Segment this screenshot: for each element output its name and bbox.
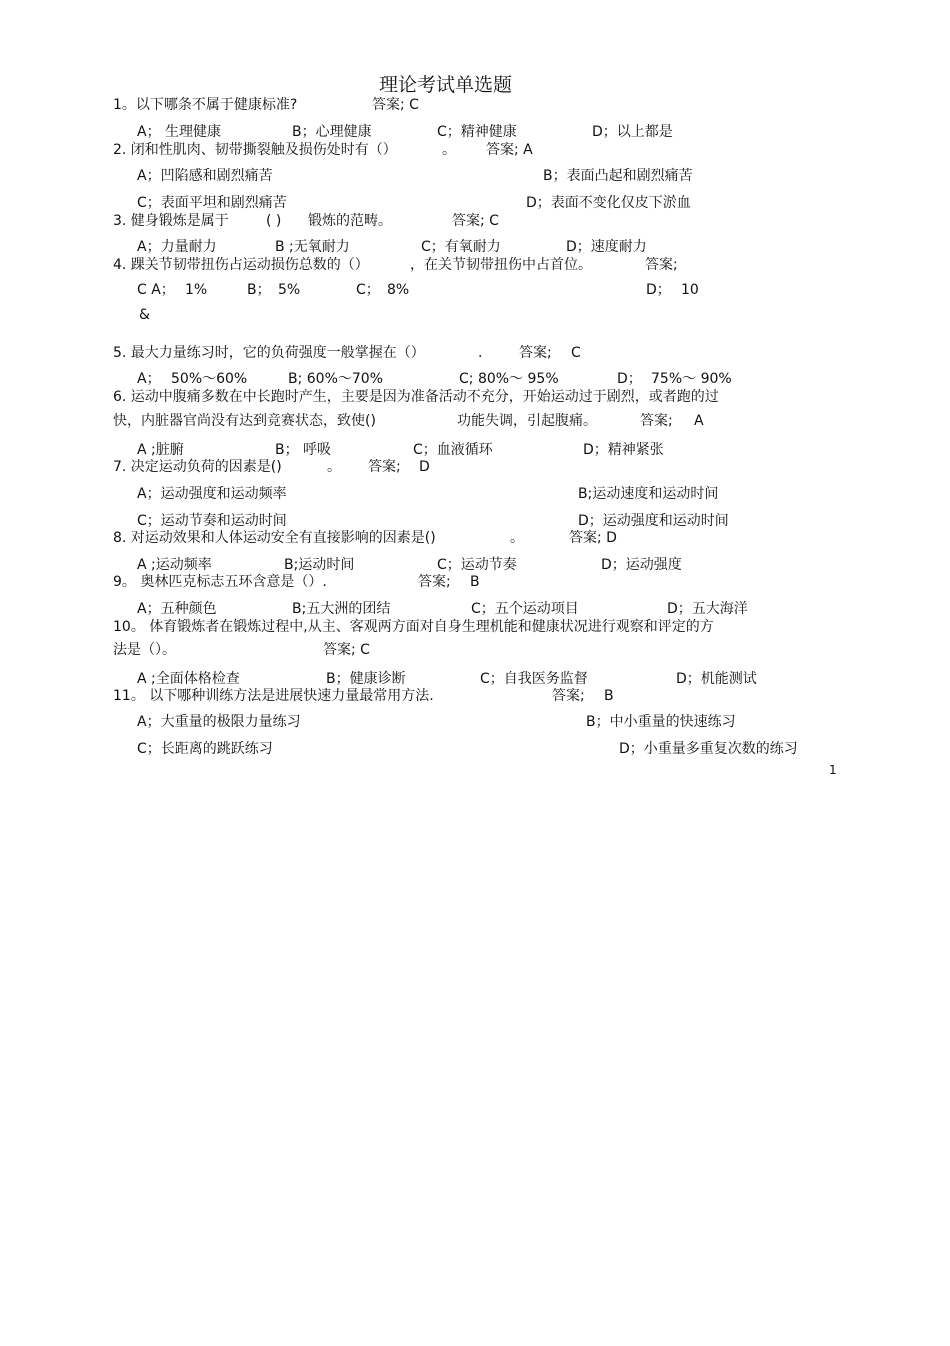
question-3-stem-end: 锻炼的范畴。 [308,213,392,229]
question-3-option-c: C；有氧耐力 [421,239,501,255]
question-1-option-b: B；心理健康 [292,124,372,140]
question-11-answer-letter: B [604,688,614,704]
question-3-answer: 答案; C [452,213,499,229]
question-5-option-a-value: 50%～60% [171,371,248,387]
question-6-option-d: D；精神紧张 [583,442,664,458]
question-5-option-b: B; 60%～70% [288,371,384,387]
question-6-stem-line2: 快，内脏器官尚没有达到竞赛状态，致使() [113,413,376,429]
question-5-answer: 答案; [519,345,552,361]
question-10-answer: 答案; C [323,642,370,658]
question-5-answer-letter: C [571,345,581,361]
question-4-option-c-value: 8% [387,282,410,298]
question-11-option-a: A；大重量的极限力量练习 [137,714,301,730]
question-3-option-d: D；速度耐力 [566,239,647,255]
question-4-option-b-label: B； [247,282,271,298]
question-2-option-b: B；表面凸起和剧烈痛苦 [543,168,693,184]
question-9-option-d: D；五大海洋 [667,601,748,617]
question-11-option-d: D；小重量多重复次数的练习 [619,741,798,757]
question-9-answer: 答案; [418,574,451,590]
question-6-stem: 6. 运动中腹痛多数在中长跑时产生，主要是因为准备活动不充分，开始运动过于剧烈，或者跑的过 [113,389,719,405]
question-4-option-b-value: 5% [278,282,301,298]
question-1-option-c: C；精神健康 [437,124,517,140]
question-9-answer-letter: B [470,574,480,590]
question-11-option-b: B；中小重量的快速练习 [586,714,736,730]
question-3-option-b: B ;无氧耐力 [275,239,350,255]
question-7-answer: 答案; [368,459,401,475]
question-1-answer: 答案; C [372,97,419,113]
question-3-stem: 3. 健身锻炼是属于 [113,213,229,229]
question-11-answer: 答案; [552,688,585,704]
question-4-stem: 4. 踝关节韧带扭伤占运动损伤总数的（） [113,257,369,273]
question-2-stem: 2. 闭和性肌肉、韧带撕裂触及损伤处时有（） [113,142,397,158]
question-5-option-c: C; 80%～ 95% [459,371,559,387]
question-7-answer-letter: D [419,459,430,475]
question-1-stem: 1。以下哪条不属于健康标准? [113,97,298,113]
question-10-option-c: C；自我医务监督 [480,671,588,687]
question-3-option-a: A；力量耐力 [137,239,217,255]
question-4-option-c-label: C； [356,282,380,298]
question-7-stem: 7. 决定运动负荷的因素是() [113,459,282,475]
question-2-option-d: D；表面不变化仅皮下淤血 [526,195,691,211]
question-4-stray-mark: & [139,307,150,323]
question-3-blank: ( ) [266,213,282,229]
question-8-dot: 。 [510,530,524,546]
question-6-option-c: C；血液循环 [413,442,493,458]
question-10-option-a: A ;全面体格检查 [137,671,240,687]
page-number: 1 [829,763,837,777]
question-8-option-b: B;运动时间 [284,557,355,573]
question-7-option-c: C；运动节奏和运动时间 [137,513,287,529]
question-6-option-b: B； 呼吸 [275,442,332,458]
question-5-option-d-value: 75%～ 90% [651,371,732,387]
question-5-dot: . [478,345,483,361]
question-4-answer: 答案; [645,257,678,273]
question-7-option-a: A；运动强度和运动频率 [137,486,287,502]
question-6-stem-end: 功能失调，引起腹痛。 [457,413,597,429]
question-5-option-a-label: A； [137,371,161,387]
question-4-option-d-label: D； [646,282,671,298]
question-2-option-c: C；表面平坦和剧烈痛苦 [137,195,287,211]
question-9-option-b: B;五大洲的团结 [292,601,391,617]
question-2-option-a: A；凹陷感和剧烈痛苦 [137,168,273,184]
question-6-option-a: A ;脏腑 [137,442,184,458]
question-9-option-a: A；五种颜色 [137,601,217,617]
question-4-option-d-value: 10 [681,282,699,298]
question-10-stem-line2: 法是（）。 [113,642,176,658]
question-1-option-a: A； 生理健康 [137,124,222,140]
question-5-option-d-label: D； [617,371,642,387]
question-5-stem: 5. 最大力量练习时，它的负荷强度一般掌握在（） [113,345,425,361]
question-6-answer-letter: A [694,413,704,429]
page-title: 理论考试单选题 [379,74,513,96]
question-11-option-c: C；长距离的跳跃练习 [137,741,273,757]
question-4-stem-end: ，在关节韧带扭伤中占首位。 [410,257,592,273]
question-2-dot: 。 [442,142,456,158]
question-6-answer: 答案; [640,413,673,429]
question-2-answer: 答案; A [486,142,533,158]
question-9-stem: 9。 奥林匹克标志五环含意是（）. [113,574,327,590]
question-10-stem: 10。 体育锻炼者在锻炼过程中,从主、客观两方面对自身生理机能和健康状况进行观察和评定的方 [113,619,714,635]
question-10-option-b: B；健康诊断 [326,671,406,687]
question-9-option-c: C；五个运动项目 [471,601,579,617]
question-4-option-a-label: C A； [137,282,175,298]
question-10-option-d: D；机能测试 [676,671,757,687]
question-1-option-d: D；以上都是 [592,124,673,140]
question-8-answer: 答案; D [569,530,617,546]
question-7-option-b: B;运动速度和运动时间 [578,486,719,502]
question-4-option-a-value: 1% [185,282,208,298]
question-11-stem: 11。 以下哪种训练方法是进展快速力量最常用方法. [113,688,434,704]
question-8-option-c: C；运动节奏 [437,557,517,573]
question-8-option-d: D；运动强度 [601,557,682,573]
question-8-stem: 8. 对运动效果和人体运动安全有直接影响的因素是() [113,530,436,546]
question-7-option-d: D；运动强度和运动时间 [578,513,729,529]
question-7-dot: 。 [327,459,341,475]
question-8-option-a: A ;运动频率 [137,557,212,573]
